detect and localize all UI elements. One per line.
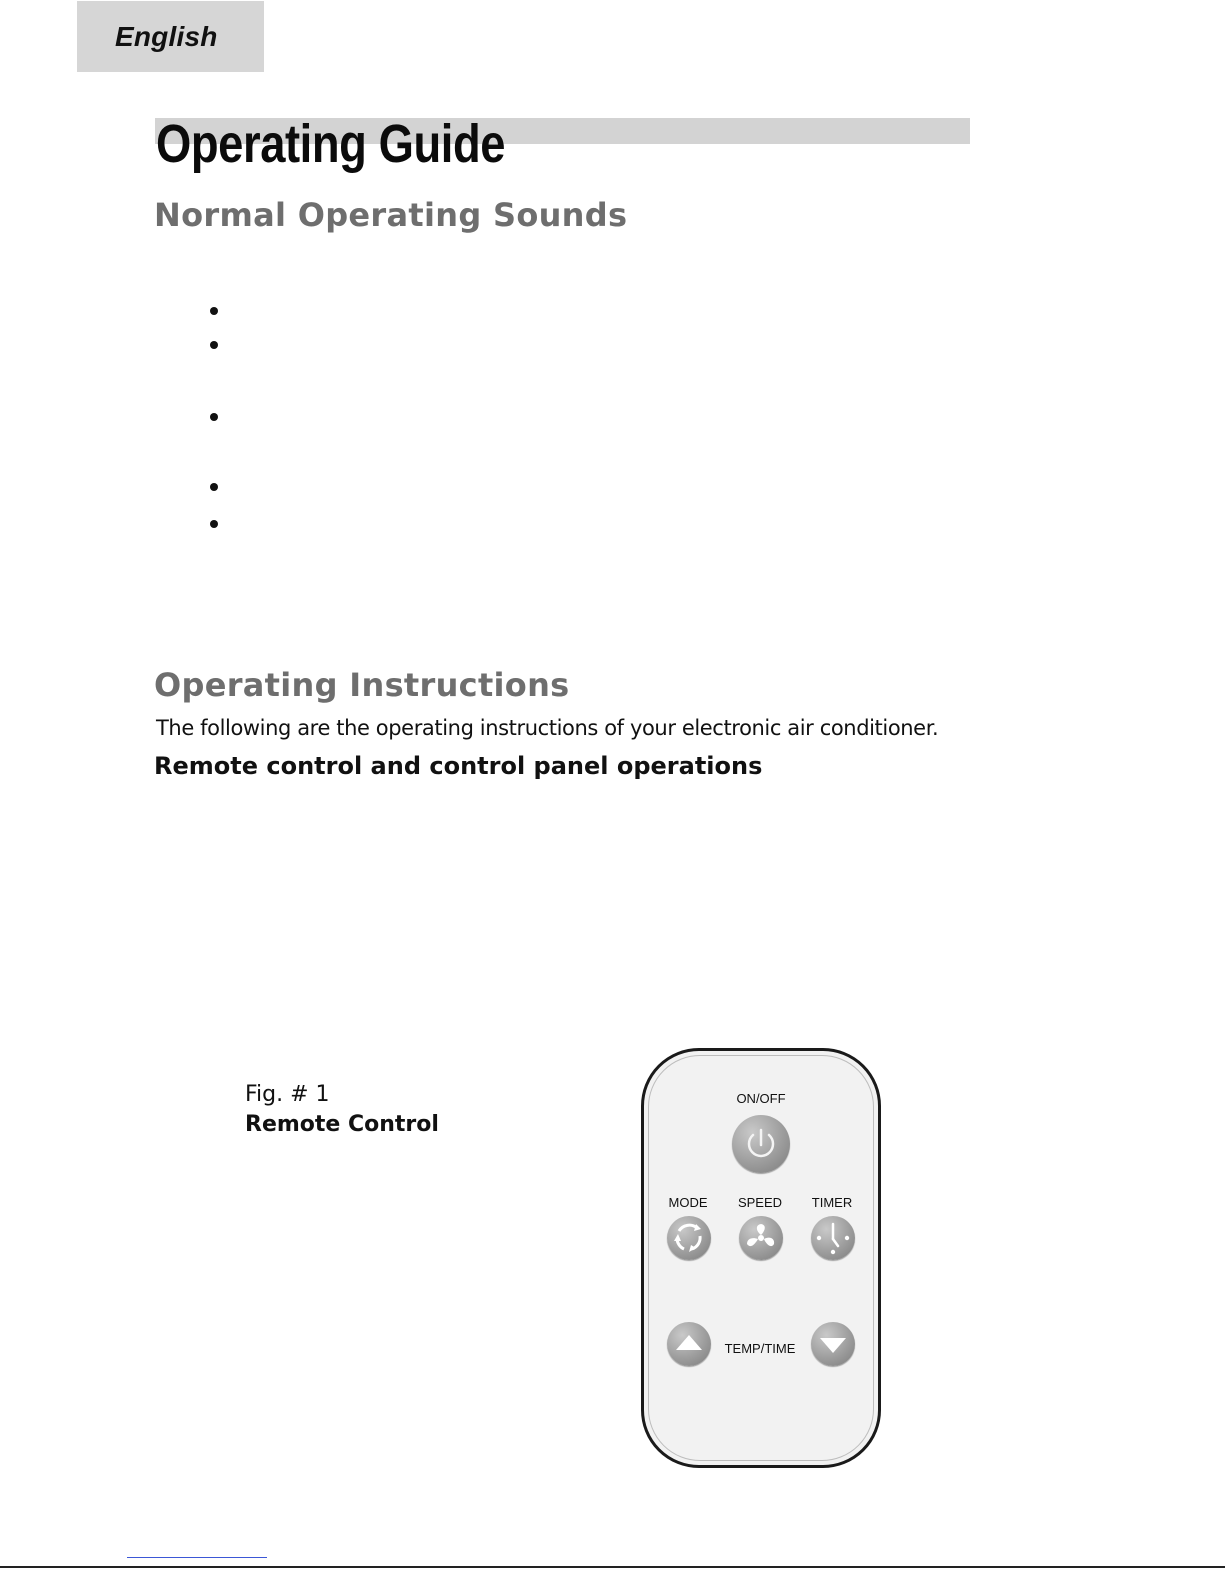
fan-speed-icon: [739, 1216, 783, 1260]
instructions-intro: The following are the operating instructions of your electronic air conditioner.: [156, 716, 939, 740]
page-title: Operating Guide: [156, 114, 506, 174]
heading-normal-operating-sounds: Normal Operating Sounds: [154, 196, 628, 234]
bullet-point: [210, 483, 218, 491]
temp-time-label: TEMP/TIME: [724, 1341, 796, 1356]
mode-label: MODE: [668, 1195, 708, 1210]
triangle-up-icon: [667, 1322, 711, 1366]
on-off-button[interactable]: [732, 1115, 790, 1173]
figure-caption: Remote Control: [245, 1112, 439, 1137]
speed-button[interactable]: [739, 1216, 783, 1260]
on-off-label: ON/OFF: [736, 1091, 786, 1106]
timer-button[interactable]: [811, 1216, 855, 1260]
mode-cycle-icon: [667, 1216, 711, 1260]
bullet-point: [210, 413, 218, 421]
timer-clock-icon: [811, 1216, 855, 1260]
subheading-remote-control-panel: Remote control and control panel operations: [154, 752, 763, 780]
figure-number: Fig. # 1: [245, 1082, 330, 1107]
mode-button[interactable]: [667, 1216, 711, 1260]
heading-operating-instructions: Operating Instructions: [154, 666, 570, 704]
speed-label: SPEED: [737, 1195, 783, 1210]
temp-time-up-button[interactable]: [667, 1322, 711, 1366]
power-icon: [732, 1115, 790, 1173]
triangle-down-icon: [811, 1322, 855, 1366]
language-label: English: [115, 21, 218, 52]
language-tab: [77, 1, 264, 72]
temp-time-down-button[interactable]: [811, 1322, 855, 1366]
bullet-point: [210, 520, 218, 528]
footer-link-underline: [127, 1557, 267, 1558]
bullet-point: [210, 341, 218, 349]
footer-rule: [0, 1566, 1225, 1568]
remote-control-illustration: [641, 1048, 881, 1468]
timer-label: TIMER: [811, 1195, 853, 1210]
bullet-point: [210, 307, 218, 315]
